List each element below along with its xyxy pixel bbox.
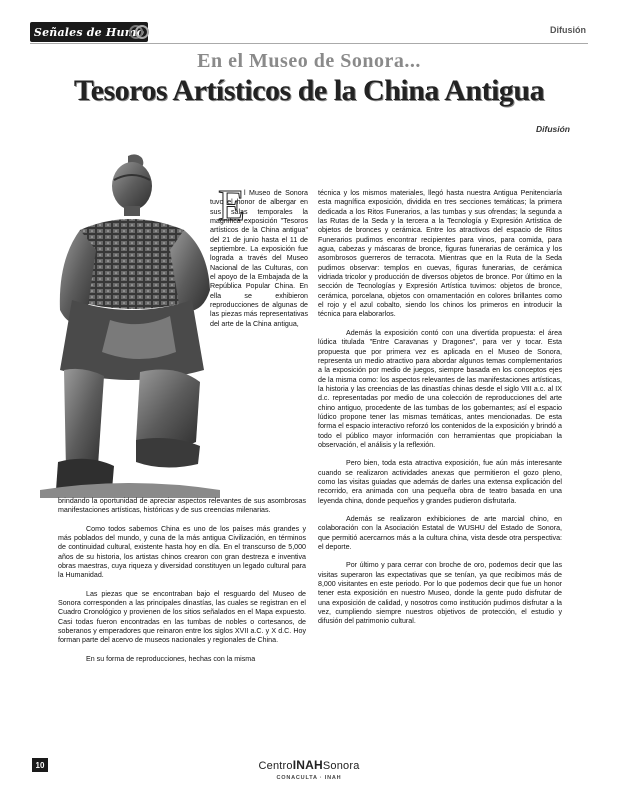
paragraph-col2-4: Por último y para cerrar con broche de oro, podemos decir que las visitas superaron las expectativas que se tenían, ya que recibimos más de 8,000 visitantes en este periodo. Por lo que podemos decir que fue un honor tener esta exposición en nuestro Museo, donde la gente pudo disfrutar de una exposición de calidad, y nosotros como institución pudimos disfrutar a la vez, cumpliendo siempre nuestros objetivos de protección, el estudio y difusión del patrimonio cultural. <box>318 561 562 626</box>
logo-rings-icon <box>128 23 150 41</box>
paragraph-col1-0: brindando la oportunidad de apreciar aspectos relevantes de sus asombrosas manifestaciones artísticas, históricas y de sus creencias milenarias. <box>58 497 306 515</box>
intro-paragraph: l Museo de Sonora tuvo el honor de albergar en sus salas temporales la magnífica exposición "Tesoros artísticos de la China antigua" del 21 de junio hasta el 11 de septiembre. La exposición fue lograda a través del Museo Nacional de las Culturas, con el apoyo de la Embajada de la República Popular China. En ella se exhibieron reproducciones de algunas de las piezas más representativas del arte de la China antigua, <box>210 189 308 328</box>
paragraph-col1-2: Las piezas que se encontraban bajo el resguardo del Museo de Sonora corresponden a las principales dinastías, las cuales se registran en el Cuadro Cronológico y provienen de los sitios señalados en el Mapa expuesto. Casi todas fueron encontradas en las tumbas de nobles o cortesanos, de soberanos y emperadores que reinaron entre los siglos XVII a.C. y X d.C. Hoy forman parte del acervo de museos nacionales y regionales de China. <box>58 589 306 645</box>
article-title: Tesoros Artísticos de la China Antigua <box>73 74 545 107</box>
paragraph-col1-1: Como todos sabemos China es uno de los países más grandes y más poblados del mundo, y cuna de la más antigua Civilización, en términos de continuidad cultural, existente hasta hoy en día. En el transcurso de 5,000 años de su historia, los artistas chinos crearon con gran destreza e inventiva obras maestras, cuya riqueza y diversidad constituyen un legado cultural para la Humanidad. <box>58 524 306 580</box>
footer-sub-logos: CONACULTA · INAH <box>276 775 342 781</box>
brand-suffix: Sonora <box>322 760 360 772</box>
article-byline: Difusión <box>536 124 570 134</box>
paragraph-col2-1: Además la exposición contó con una divertida propuesta: el área lúdica titulada "Entre Caravanas y Dragones", para ver y tocar. Esta propuesta que por primera vez es aplicada en el Museo de Sonora, representa un medio atractivo para abordar algunos temas complementarios a la exposición por medio de juegos, siempre basada en los conceptos ejes de la misma como: los aspectos relevantes de las manifestaciones artísticas, la historia y las creencias de las dinastías chinas desde el siglo VIII a.c. al IX d.c. representadas por medio de una colección de reproducciones del arte chino antiguo, procedente de las tumbas de los gobernantes; así el espacio lúdico propone tener las mismas temáticas, antes mencionadas. De esta forma el espacio interactivo reforzó los contenidos de la exposición y brindó a todo el público mayor información con herramientas que propiciaban la observación, el análisis y la reflexión. <box>318 328 562 449</box>
paragraph-col2-2: Pero bien, toda esta atractiva exposición, fue aún más interesante cuando se realizaron actividades anexas que permitieron el gozo pleno, como las visitas guiadas que además de darles una extensa explicación del recorrido, era animada con una pequeña obra de teatro basada en una leyenda china, donde pequeños y grandes pudieron disfrutarla. <box>318 459 562 505</box>
header-divider <box>30 43 588 44</box>
drop-cap: E <box>218 181 245 230</box>
footer-brand-logo <box>0 758 618 772</box>
brand-bold: INAH <box>292 758 323 772</box>
section-label: Difusión <box>550 25 586 35</box>
paragraph-col1-3: En su forma de reproducciones, hechas con la misma <box>86 654 256 663</box>
brand-prefix: Centro <box>258 760 293 772</box>
page-number: 10 <box>32 758 48 772</box>
column-2 <box>318 189 562 636</box>
paragraph-col2-0: técnica y los mismos materiales, llegó hasta nuestra Antigua Penitenciaría esta magnífica exposición, dividida en tres secciones temáticas; la primera dedicada a los Ritos Funerarios, a las tumbas y sus ofrendas; la segunda a las Rutas de la Seda y la tercera a la Tecnología y Expresión Artística de objetos de bronces y cerámica. Entre los atractivos del espacio de Ritos Funerarios pudimos encontrar recipientes para vinos, para comida, para agua, cabezas y máscaras de bronce, figuras funerarias de cerámica y los asombrosos guerreros de terracota. Mientras que en la Ruta de la Seda pudimos observar: templos en cuevas, figuras funerarias, de cerámica vidriada tricolor y producción de diversos objetos de bronce. Por último en la sección de Tecnologías y Expresión Artística tuvimos: objetos de bronce, cerámica, porcelana, objetos con ornamentación en colores brillantes como el rojo y el azul cobalto, siendo los chinos los primeros en introducir la técnica para elaborarlos. <box>318 189 562 319</box>
header-bar <box>30 22 588 42</box>
article-supertitle: En el Museo de Sonora... <box>197 50 421 72</box>
paragraph-col2-3: Además se realizaron exhibiciones de arte marcial chino, en colaboración con la Asociación Estatal de WUSHU del Estado de Sonora, que permitió acercarnos más a la cultura china, vista desde otra perspectiva: el deporte. <box>318 515 562 552</box>
terracotta-warrior-statue-image <box>40 150 220 498</box>
intro-wrap-text <box>210 189 308 329</box>
column-1 <box>58 497 306 673</box>
logo-text: Señales de Humo <box>33 25 145 39</box>
